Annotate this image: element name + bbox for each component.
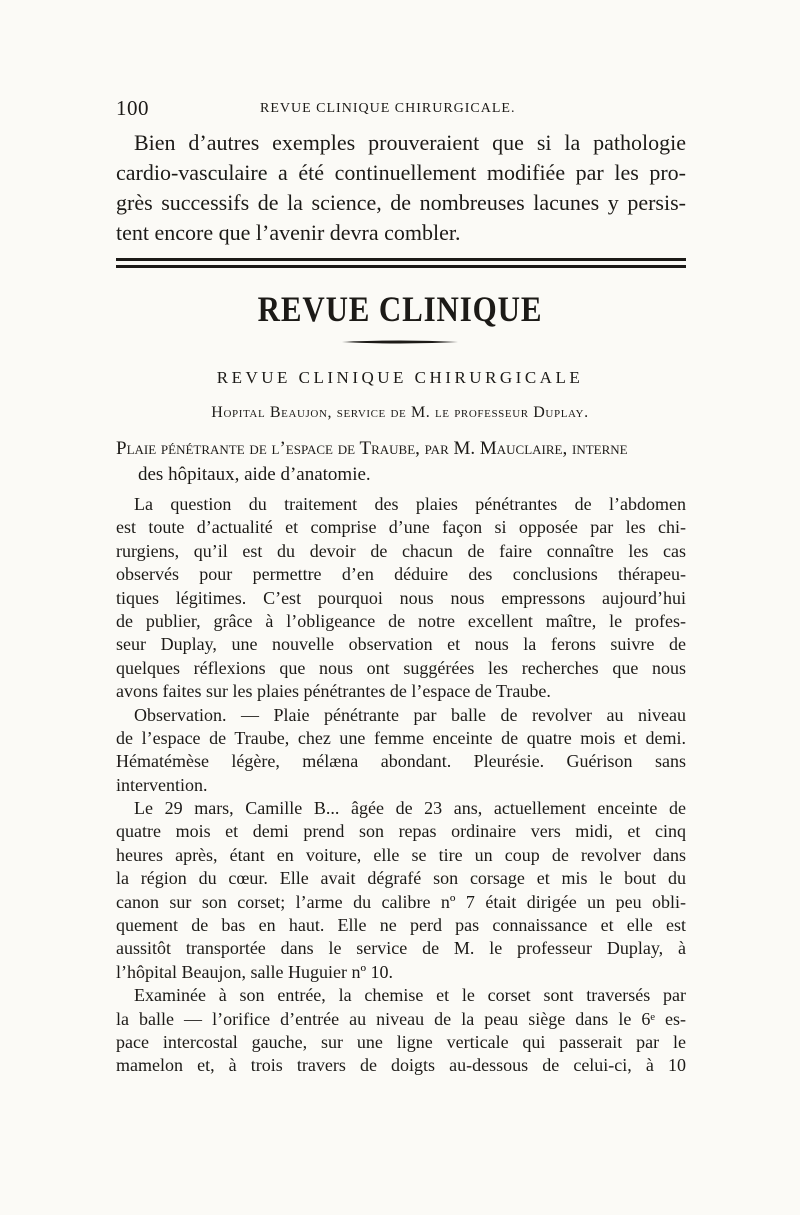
text-line: Observation. — Plaie pénétrante par balle de revolver au niveau (134, 704, 686, 725)
text-line: quelques réflexions que nous ont suggérées les recherches que nous (116, 657, 686, 678)
text-line: l’hôpital Beaujon, salle Huguier nº 10. (116, 961, 394, 982)
text-line: rurgiens, qu’il est du devoir de chacun de faire connaître les cas (116, 540, 686, 561)
running-title: REVUE CLINIQUE CHIRURGICALE. (260, 101, 516, 116)
article-title-line: Plaie pénétrante de l’espace de Traube, par M. Mauclaire, interne (116, 438, 628, 459)
intro-line: tent encore que l’avenir devra combler. (116, 220, 461, 245)
text-line: La question du traitement des plaies pénétrantes de l’abdomen (134, 494, 686, 514)
text-line: quement de bas en haut. Elle ne perd pas connaissance et elle est (116, 915, 686, 936)
text-line: Le 29 mars, Camille B... âgée de 23 ans, actuellement enceinte de (134, 798, 686, 819)
text-line: seur Duplay, une nouvelle observation et nous la ferons suivre de (116, 634, 686, 655)
text-line: intervention. (116, 774, 208, 795)
hospital-line: Hopital Beaujon, service de M. le professeur Duplay. (211, 404, 589, 421)
body-text (116, 493, 686, 1078)
text-line: quatre mois et demi prend son repas ordinaire vers midi, et cinq (116, 821, 686, 842)
text-line: pace intercostal gauche, sur une ligne verticale qui passerait par le (116, 1031, 686, 1052)
subsection-title: REVUE CLINIQUE CHIRURGICALE (216, 368, 584, 387)
text-line: mamelon et, à trois travers de doigts au-dessous de celui-ci, à 10 (116, 1055, 686, 1076)
section-divider (116, 258, 686, 270)
text-line: Examinée à son entrée, la chemise et le corset sont traversés par (134, 985, 686, 1006)
text-line: Hématémèse légère, mélæna abondant. Pleurésie. Guérison sans (116, 751, 686, 772)
running-head (116, 96, 686, 122)
text-line: canon sur son corset; l’arme du calibre nº 7 était dirigée un peu obli- (116, 891, 686, 912)
text-line: heures après, étant en voiture, elle se tire un coup de revolver dans (116, 844, 686, 865)
text-line: observés pour permettre d’en déduire des conclusions thérapeu- (116, 564, 686, 585)
page-number: 100 (116, 96, 149, 120)
text-line: aussitôt transportée dans le service de M. le professeur Duplay, à (116, 938, 686, 959)
text-line: de l’espace de Traube, chez une femme enceinte de quatre mois et demi. (116, 727, 686, 748)
text-line: tiques légitimes. C’est pourquoi nous nous empressons aujourd’hui (116, 587, 686, 608)
text-line: est toute d’actualité et comprise d’une façon si opposée par les chi- (116, 517, 686, 538)
intro-paragraph (116, 128, 686, 248)
text-line: la région du cœur. Elle avait dégrafé son corsage et mis le bout du (116, 868, 686, 889)
article-title (116, 436, 686, 488)
text-line: la balle — l’orifice d’entrée au niveau de la peau siège dans le 6ᵉ es- (116, 1008, 686, 1029)
text-line: avons faites sur les plaies pénétrantes de l’espace de Traube. (116, 681, 551, 702)
intro-line: grès successifs de la science, de nombreuses lacunes y persis- (116, 190, 686, 215)
section-title: REVUE CLINIQUE (257, 289, 543, 329)
intro-line: cardio-vasculaire a été continuellement modifiée par les pro- (116, 160, 686, 185)
intro-line: Bien d’autres exemples prouveraient que si la pathologie (134, 130, 686, 155)
article-title-line: des hôpitaux, aide d’anatomie. (138, 464, 371, 485)
text-line: de publier, grâce à l’obligeance de notre excellent maître, le profes- (116, 610, 686, 631)
ornament-rule (340, 339, 460, 345)
